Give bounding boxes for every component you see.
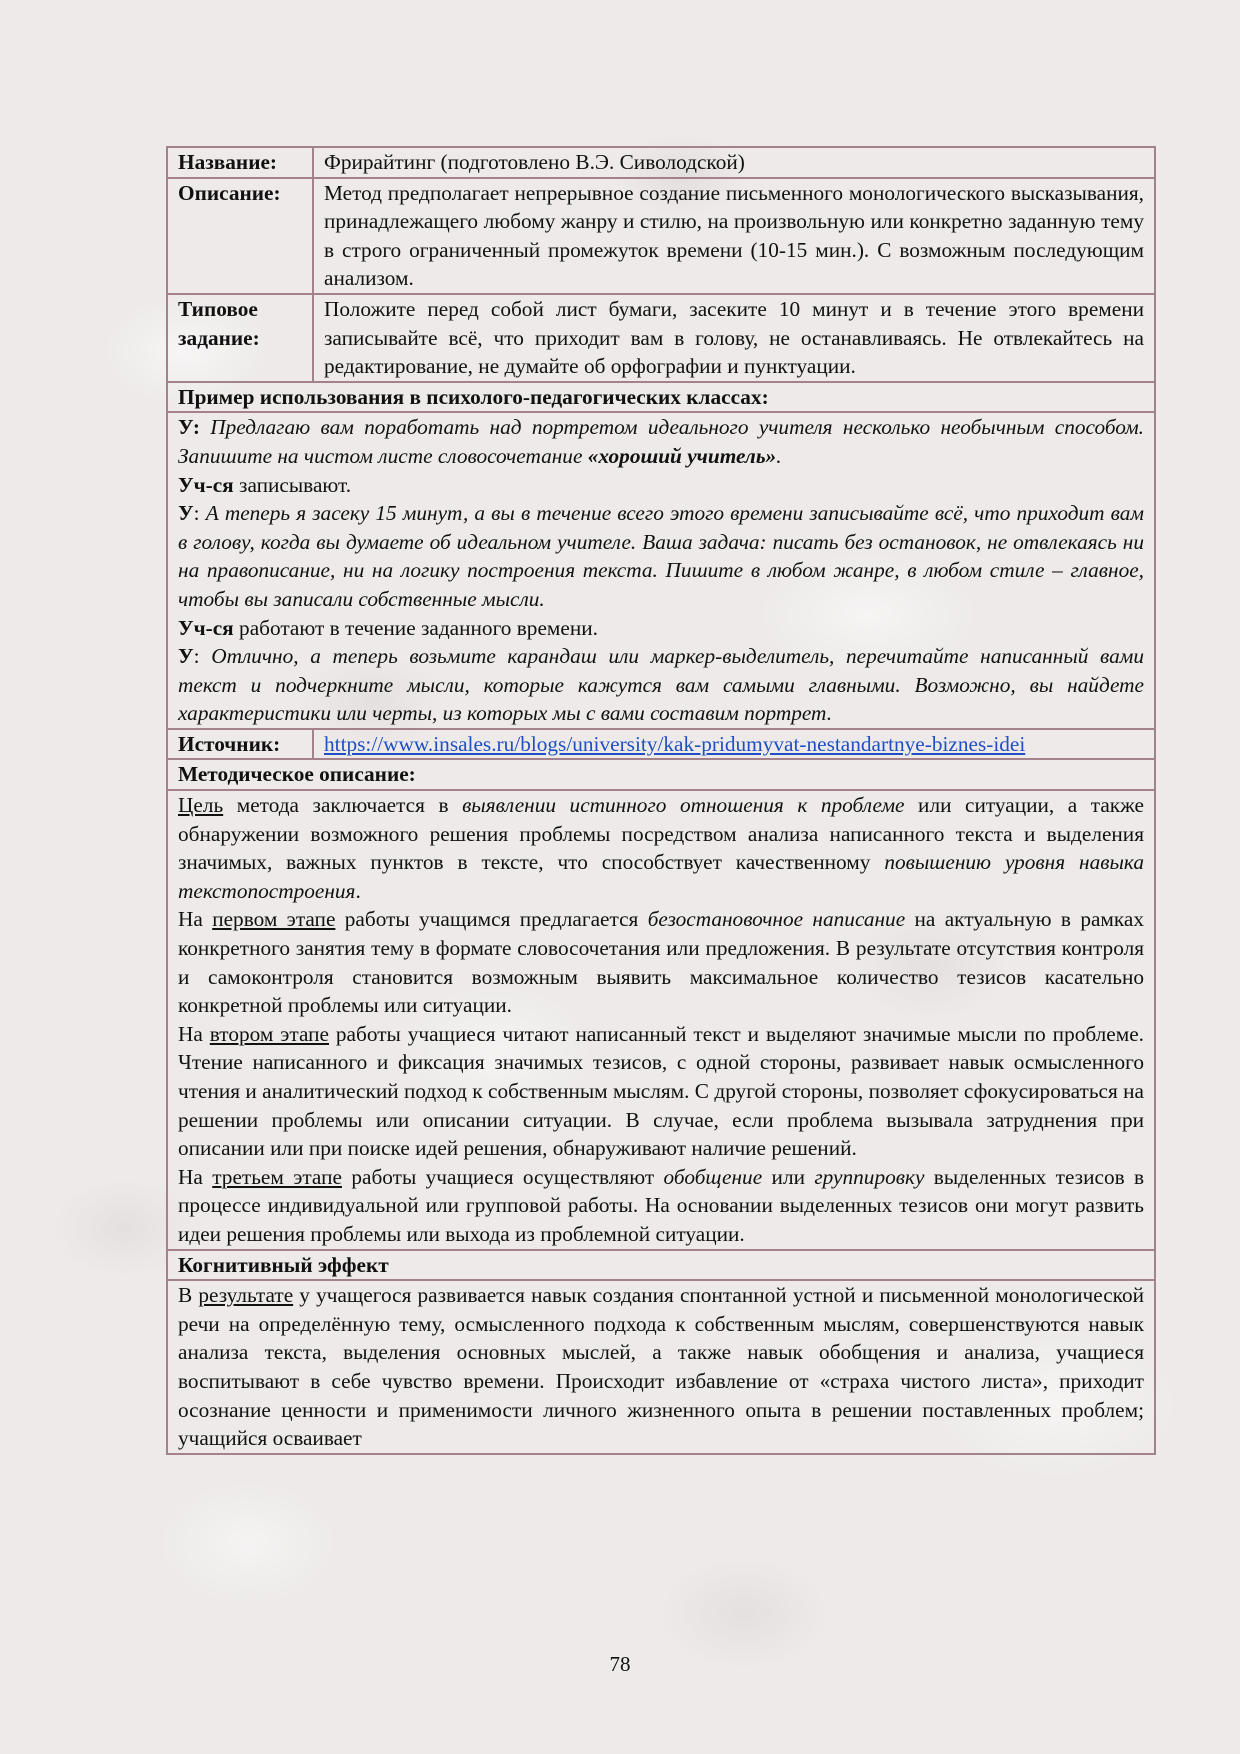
methodical-body [167, 790, 1155, 1250]
name-value: Фрирайтинг (подготовлено В.Э. Сиволодской) [313, 147, 1155, 178]
row-source [167, 729, 1155, 760]
source-value [313, 729, 1155, 760]
row-cognitive-body [167, 1280, 1155, 1454]
row-typical-task [167, 294, 1155, 382]
dialog-teacher-3: У: Отлично, а теперь возьмите карандаш или маркер-выделитель, перечитайте написанный вами текст и подчеркните мысли, которые кажутся вам самыми главными. Возможно, вы найдете характеристики или черты, из которых мы с вами составим портрет. [178, 644, 1145, 726]
page-number: 78 [609, 1652, 631, 1676]
row-description [167, 178, 1155, 294]
methodical-heading: Методическое описание: [167, 759, 1155, 790]
typical-task-label: Типовое задание: [167, 294, 313, 382]
row-methodical-body [167, 790, 1155, 1250]
description-label: Описание: [167, 178, 313, 294]
typical-task-value: Положите перед собой лист бумаги, засеките 10 минут и в течение этого времени записывайте всё, что приходит вам в голову, не останавливаясь. Не отвлекайтесь на редактирование, не думайте об орфографии и пунктуации. [313, 294, 1155, 382]
row-example-dialog [167, 412, 1155, 729]
example-dialog [167, 412, 1155, 729]
methodical-paragraph-stage-2: На втором этапе работы учащиеся читают написанный текст и выделяют значимые мысли по проблеме. Чтение написанного и фиксация значимых тезисов, с одной стороны, развивает навык осмысленного чтения и аналитический подход к собственным мыслям. С другой стороны, позволяет сфокусироваться на решении проблемы или описании ситуации. В случае, если проблема вызывала затруднения при описании или при поиске идей решения, обнаруживают наличие решений. [178, 1021, 1145, 1161]
name-label: Название: [167, 147, 313, 178]
methodical-paragraph-stage-3: На третьем этапе работы учащиеся осуществляют обобщение или группировку выделенных тезисов в процессе индивидуальной или групповой работы. На основании выделенных тезисов они могут развить идеи решения проблемы или выхода из проблемной ситуации. [178, 1164, 1145, 1246]
row-example-heading [167, 382, 1155, 413]
description-value: Метод предполагает непрерывное создание письменного монологического высказывания, принадлежащего любому жанру и стилю, на произвольную или конкретно заданную тему в строго ограниченный промежуток времени (10-15 мин.). С возможным последующим анализом. [313, 178, 1155, 294]
row-cognitive-heading [167, 1250, 1155, 1281]
cognitive-body [167, 1280, 1155, 1454]
dialog-teacher-2: У: А теперь я засеку 15 минут, а вы в течение всего этого времени записывайте всё, что приходит вам в голову, когда вы думаете об идеальном учителе. Ваша задача: писать без остановок, не отвлекаясь ни на правописание, ни на логику построения текста. Пишите в любом жанре, в любом стиле – главное, чтобы вы записали собственные мысли. [178, 501, 1144, 611]
source-label: Источник: [167, 729, 313, 760]
cognitive-heading: Когнитивный эффект [167, 1250, 1155, 1281]
dialog-students-2: Уч-ся работают в течение заданного времени. [178, 615, 598, 640]
methodical-paragraph-goal: Цель метода заключается в выявлении истинного отношения к проблеме или ситуации, а также обнаружении возможного решения проблемы посредством анализа написанного текста и выделения значимых, важных пунктов в тексте, что способствует качественному повышению уровня навыка текстопостроения. [178, 793, 1144, 903]
dialog-students-1: Уч-ся записывают. [178, 472, 352, 497]
example-heading: Пример использования в психолого-педагогических классах: [167, 382, 1155, 413]
row-name [167, 147, 1155, 178]
methodical-paragraph-stage-1: На первом этапе работы учащимся предлагается безостановочное написание на актуальную в рамках конкретного занятия тему в формате словосочетания или предложения. В результате отсутствия контроля и самоконтроля становится возможным выявить максимальное количество тезисов касательно конкретной проблемы или ситуации. [178, 907, 1145, 1018]
row-methodical-heading [167, 759, 1155, 790]
method-table [166, 146, 1156, 1455]
source-link[interactable]: https://www.insales.ru/blogs/university/kak-pridumyvat-nestandartnye-biznes-idei [324, 731, 1026, 756]
dialog-teacher-1: У: Предлагаю вам поработать над портретом идеального учителя несколько необычным способом. Запишите на чистом листе словосочетание «хороший учитель». [178, 415, 1144, 468]
cognitive-paragraph: В результате у учащегося развивается навык создания спонтанной устной и письменной монологической речи на определённую тему, осмысленного подхода к собственным мыслям, совершенствуются навык анализа текста, выделения основных мыслей, а также навык обобщения и анализа, учащиеся воспитывают в себе чувство времени. Происходит избавление от «страха чистого листа», приходит осознание ценности и применимости личного жизненного опыта в решении поставленных проблем; учащийся осваивает [178, 1283, 1144, 1451]
